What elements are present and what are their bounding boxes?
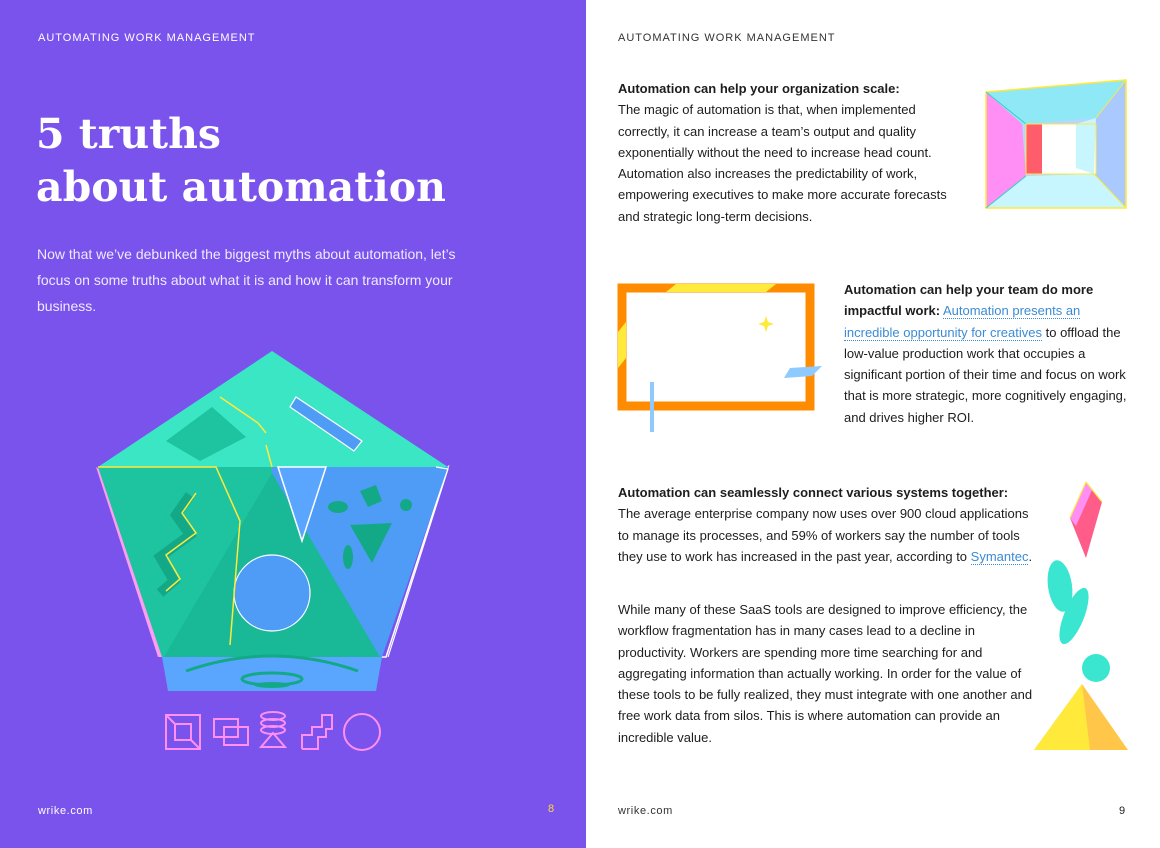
stacked-rectangles-icon xyxy=(212,715,252,749)
page-number: 9 xyxy=(1119,805,1126,817)
stacked-discs-icon xyxy=(256,711,290,751)
section-scale-heading: Automation can help your organization scale: xyxy=(618,81,900,96)
section-connect-period: . xyxy=(1028,548,1033,564)
section-connect xyxy=(618,482,1038,567)
section-connect-heading: Automation can seamlessly connect various systems together: xyxy=(618,485,1009,500)
circle-icon xyxy=(342,712,382,752)
gems-illustration xyxy=(1034,478,1134,754)
zigzag-icon xyxy=(300,713,334,751)
running-header: AUTOMATING WORK MANAGEMENT xyxy=(38,32,256,44)
symantec-link[interactable]: Symantec xyxy=(970,548,1029,564)
intro-paragraph: Now that we’ve debunked the biggest myths about automation, let’s focus on some truths about what it is and how it can transform your business. xyxy=(37,246,456,314)
footer-site[interactable]: wrike.com xyxy=(618,805,673,817)
creatives-link[interactable]: Automation presents an incredible opportunity for creatives xyxy=(844,303,1081,340)
section-impact-body: to offload the low-value production work that occupies a significant portion of their time and focus on work that is more strategic, more cognitively engaging, and drives higher ROI. xyxy=(844,324,1127,425)
section-scale-body: The magic of automation is that, when implemented correctly, it can increase a team’s output and quality exponentially without the need to increase head count. Automation also increases the predictability of work, empowering executives to make more accurate forecasts and strategic long-term decisions. xyxy=(618,102,947,224)
page-number: 8 xyxy=(548,803,555,815)
running-header: AUTOMATING WORK MANAGEMENT xyxy=(618,32,836,44)
title-line-2: about automation xyxy=(36,163,446,211)
section-connect-body: The average enterprise company now uses over 900 cloud applications to manage its processes, and 59% of workers say the number of tools they use to work has increased in the past year, according to xyxy=(618,506,1029,564)
cube-tunnel-illustration xyxy=(986,78,1130,212)
section-impact xyxy=(844,279,1134,428)
page-title xyxy=(36,108,446,214)
footer-site[interactable]: wrike.com xyxy=(38,805,93,817)
section-scale xyxy=(618,78,970,227)
pentagon-illustration xyxy=(90,345,460,700)
title-line-1: 5 truths xyxy=(36,110,221,158)
orange-frame-illustration xyxy=(616,282,826,434)
nested-square-icon xyxy=(164,713,202,751)
section-impact-heading: Automation can help your team do more impactful work: xyxy=(844,282,1094,319)
section-connect-paragraph-2: While many of these SaaS tools are designed to improve efficiency, the workflow fragmentation has in many cases lead to a decline in productivity. Workers are spending more time searching for and aggregating information than actually working. In order for the value of these tools to be fully realized, they must integrate with one another and free work data from silos. This is where automation can provide an incredible value. xyxy=(618,602,1033,745)
right-page xyxy=(586,0,1160,848)
